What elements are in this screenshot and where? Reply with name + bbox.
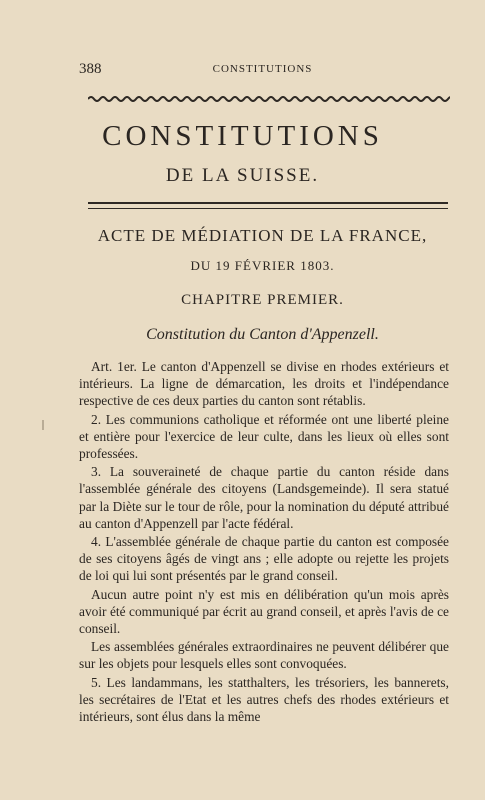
decorative-wavy-rule: [88, 94, 450, 104]
double-rule-divider: [88, 202, 448, 209]
act-title: ACTE DE MÉDIATION DE LA FRANCE,: [97, 226, 428, 245]
body-text: [79, 358, 449, 726]
running-title: CONSTITUTIONS: [212, 63, 313, 75]
paragraph: Art. 1er. Le canton d'Appenzell se divise en rhodes extérieurs et intérieurs. La ligne de démarcation, les droits et l'indépendance respective de ces deux parties du canton sont rétablis.: [79, 359, 449, 409]
paragraph: Aucun autre point n'y est mis en délibération qu'un mois après avoir été communiqué par écrit au grand conseil, et après l'avis de ce conseil.: [79, 586, 449, 637]
paragraph: 2. Les communions catholique et réformée ont une liberté pleine et entière pour l'exercice de leur culte, dans les lieux où elles sont professées.: [79, 411, 449, 462]
act-date: DU 19 FÉVRIER 1803.: [190, 258, 335, 273]
chapter-heading: CHAPITRE PREMIER.: [181, 292, 344, 308]
paragraph: 3. La souveraineté de chaque partie du canton réside dans l'assemblée générale des citoyens (Landsgemeinde). Il sera statué par la Diète sur le tour de rôle, pour la nomination du député attribué au canton d'Appenzell par l'acte fédéral.: [79, 464, 449, 531]
section-title: Constitution du Canton d'Appenzell.: [146, 326, 379, 343]
paragraph: 5. Les landammans, les statthalters, les trésoriers, les bannerets, les secrétaires de l'Etat et les autres chefs des rhodes extérieurs et intérieurs, sont élus dans la même: [79, 674, 449, 725]
margin-mark: [42, 420, 44, 430]
page-header: [0, 61, 485, 81]
sub-title: DE LA SUISSE.: [165, 165, 320, 186]
paragraph: 4. L'assemblée générale de chaque partie du canton est composée de ses citoyens âgés de vingt ans ; elle adopte ou rejette les projets de loi qui lui sont présentés par le grand conseil.: [79, 534, 449, 584]
page-number: 388: [79, 61, 102, 77]
main-title: CONSTITUTIONS: [102, 120, 383, 152]
paragraph: Les assemblées générales extraordinaires ne peuvent délibérer que sur les objets pour lesquels elles sont convoquées.: [79, 639, 449, 672]
